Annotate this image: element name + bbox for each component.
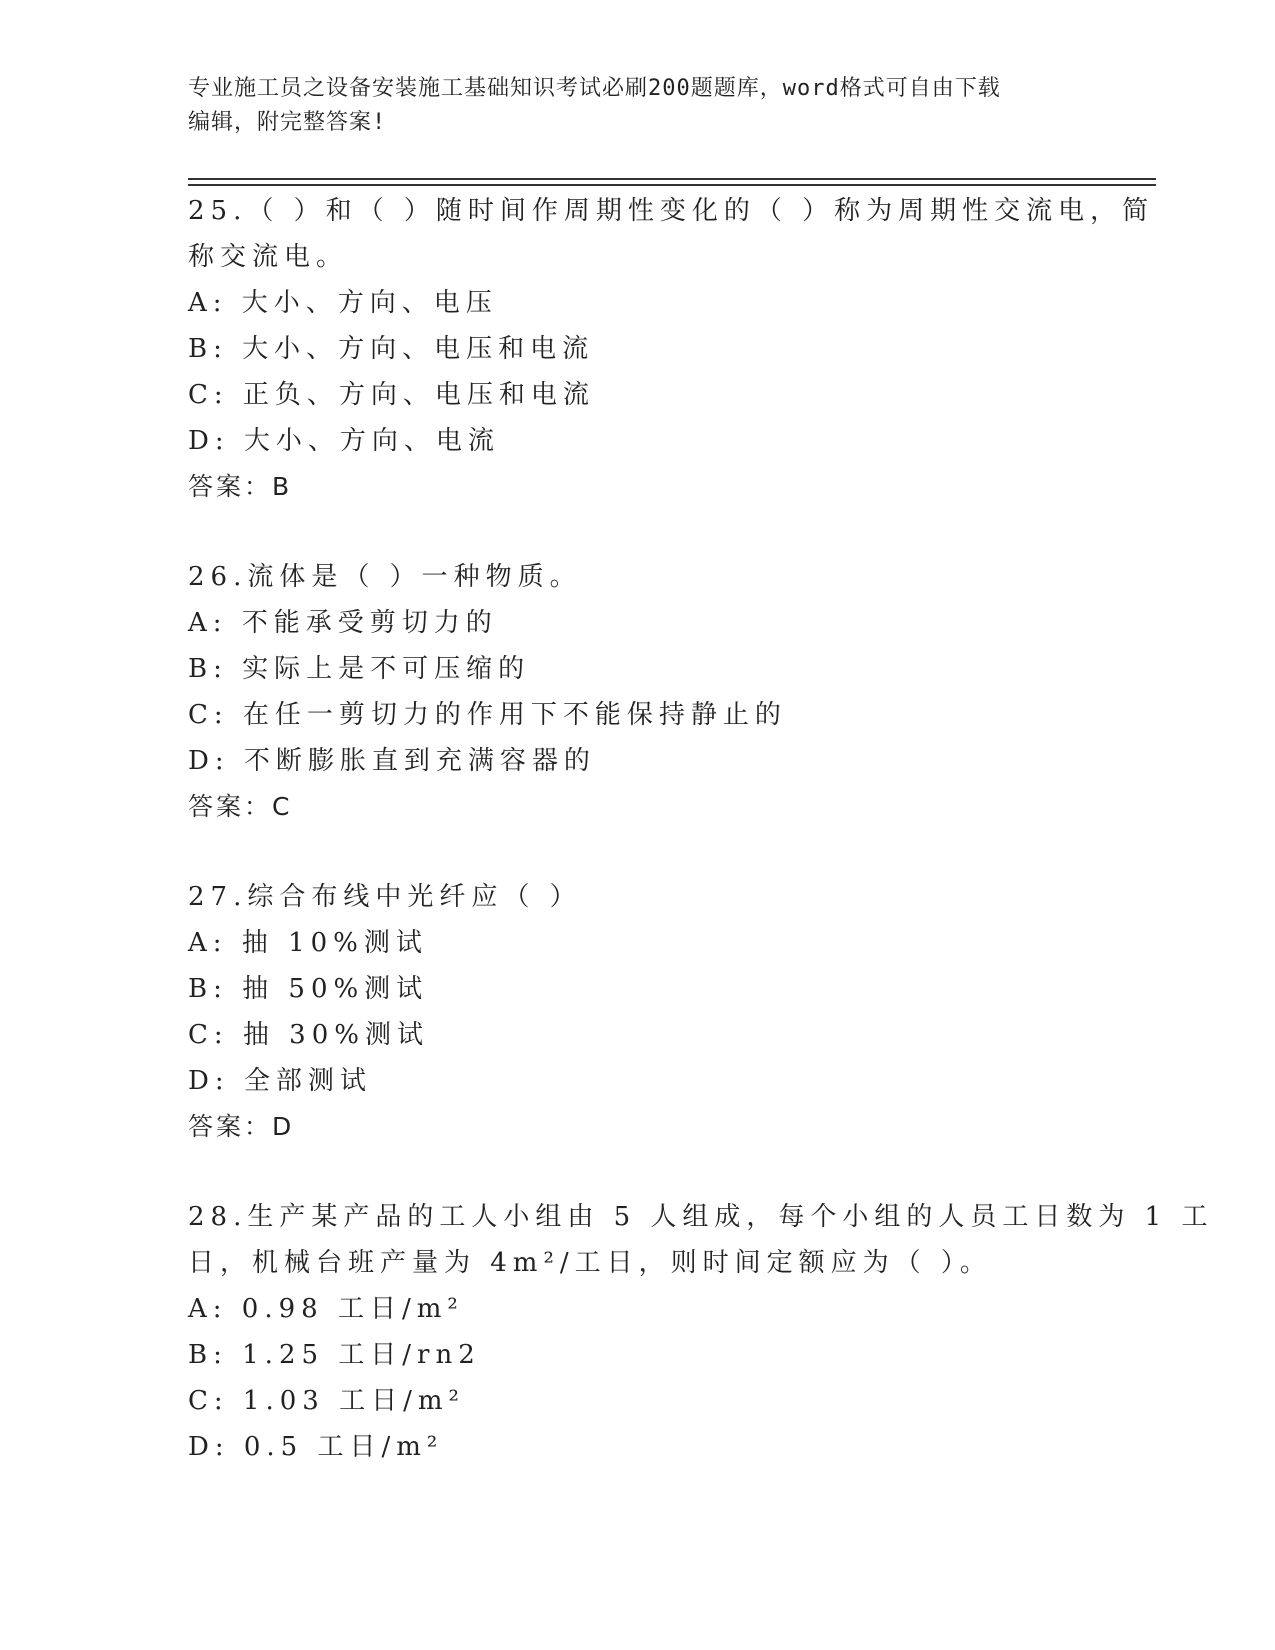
option-d: D: 0.5 工日/m² xyxy=(188,1432,444,1462)
question-stem: 日，机械台班产量为 4m²/工日，则时间定额应为（ ）。 xyxy=(188,1248,992,1278)
header-divider-top xyxy=(188,178,1156,180)
question-spacer xyxy=(188,1150,1088,1194)
option-c: C: 在任一剪切力的作用下不能保持静止的 xyxy=(188,700,787,730)
option-c: C: 正负、方向、电压和电流 xyxy=(188,380,595,410)
option-a: A: 不能承受剪切力的 xyxy=(188,608,498,638)
question-27 xyxy=(188,874,1088,1150)
question-stem: 称交流电。 xyxy=(188,242,349,272)
question-26 xyxy=(188,554,1088,830)
option-b: B: 大小、方向、电压和电流 xyxy=(188,334,595,364)
answer-label: 答案：B xyxy=(188,472,293,501)
question-spacer xyxy=(188,830,1088,874)
option-a: A: 大小、方向、电压 xyxy=(188,288,498,318)
question-28 xyxy=(188,1194,1214,1470)
header-title-line-2: 编辑，附完整答案! xyxy=(188,110,387,135)
header-divider-bottom xyxy=(188,184,1156,186)
question-spacer xyxy=(188,510,1088,554)
option-c: C: 1.03 工日/m² xyxy=(188,1386,465,1416)
option-a: A: 0.98 工日/m² xyxy=(188,1294,464,1324)
answer-label: 答案：C xyxy=(188,792,293,821)
question-stem: 27.综合布线中光纤应（ ） xyxy=(188,882,582,912)
answer-label: 答案：D xyxy=(188,1112,295,1141)
option-d: D: 大小、方向、电流 xyxy=(188,426,500,456)
option-d: D: 不断膨胀直到充满容器的 xyxy=(188,746,596,776)
question-list xyxy=(188,188,1214,1470)
document-header xyxy=(188,72,1088,140)
option-c: C: 抽 30%测试 xyxy=(188,1020,429,1050)
question-stem: 28.生产某产品的工人小组由 5 人组成，每个小组的人员工日数为 1 工 xyxy=(188,1202,1214,1232)
option-b: B: 1.25 工日/rn2 xyxy=(188,1340,481,1370)
question-25 xyxy=(188,188,1155,510)
option-d: D: 全部测试 xyxy=(188,1066,372,1096)
question-stem: 26.流体是（ ）一种物质。 xyxy=(188,562,582,592)
option-b: B: 抽 50%测试 xyxy=(188,974,429,1004)
question-stem: 25.（ ）和（ ）随时间作周期性变化的（ ）称为周期性交流电，简 xyxy=(188,196,1155,226)
option-a: A: 抽 10%测试 xyxy=(188,928,428,958)
option-b: B: 实际上是不可压缩的 xyxy=(188,654,531,684)
header-title-line-1: 专业施工员之设备安装施工基础知识考试必刷200题题库，word格式可自由下载 xyxy=(188,76,1001,101)
